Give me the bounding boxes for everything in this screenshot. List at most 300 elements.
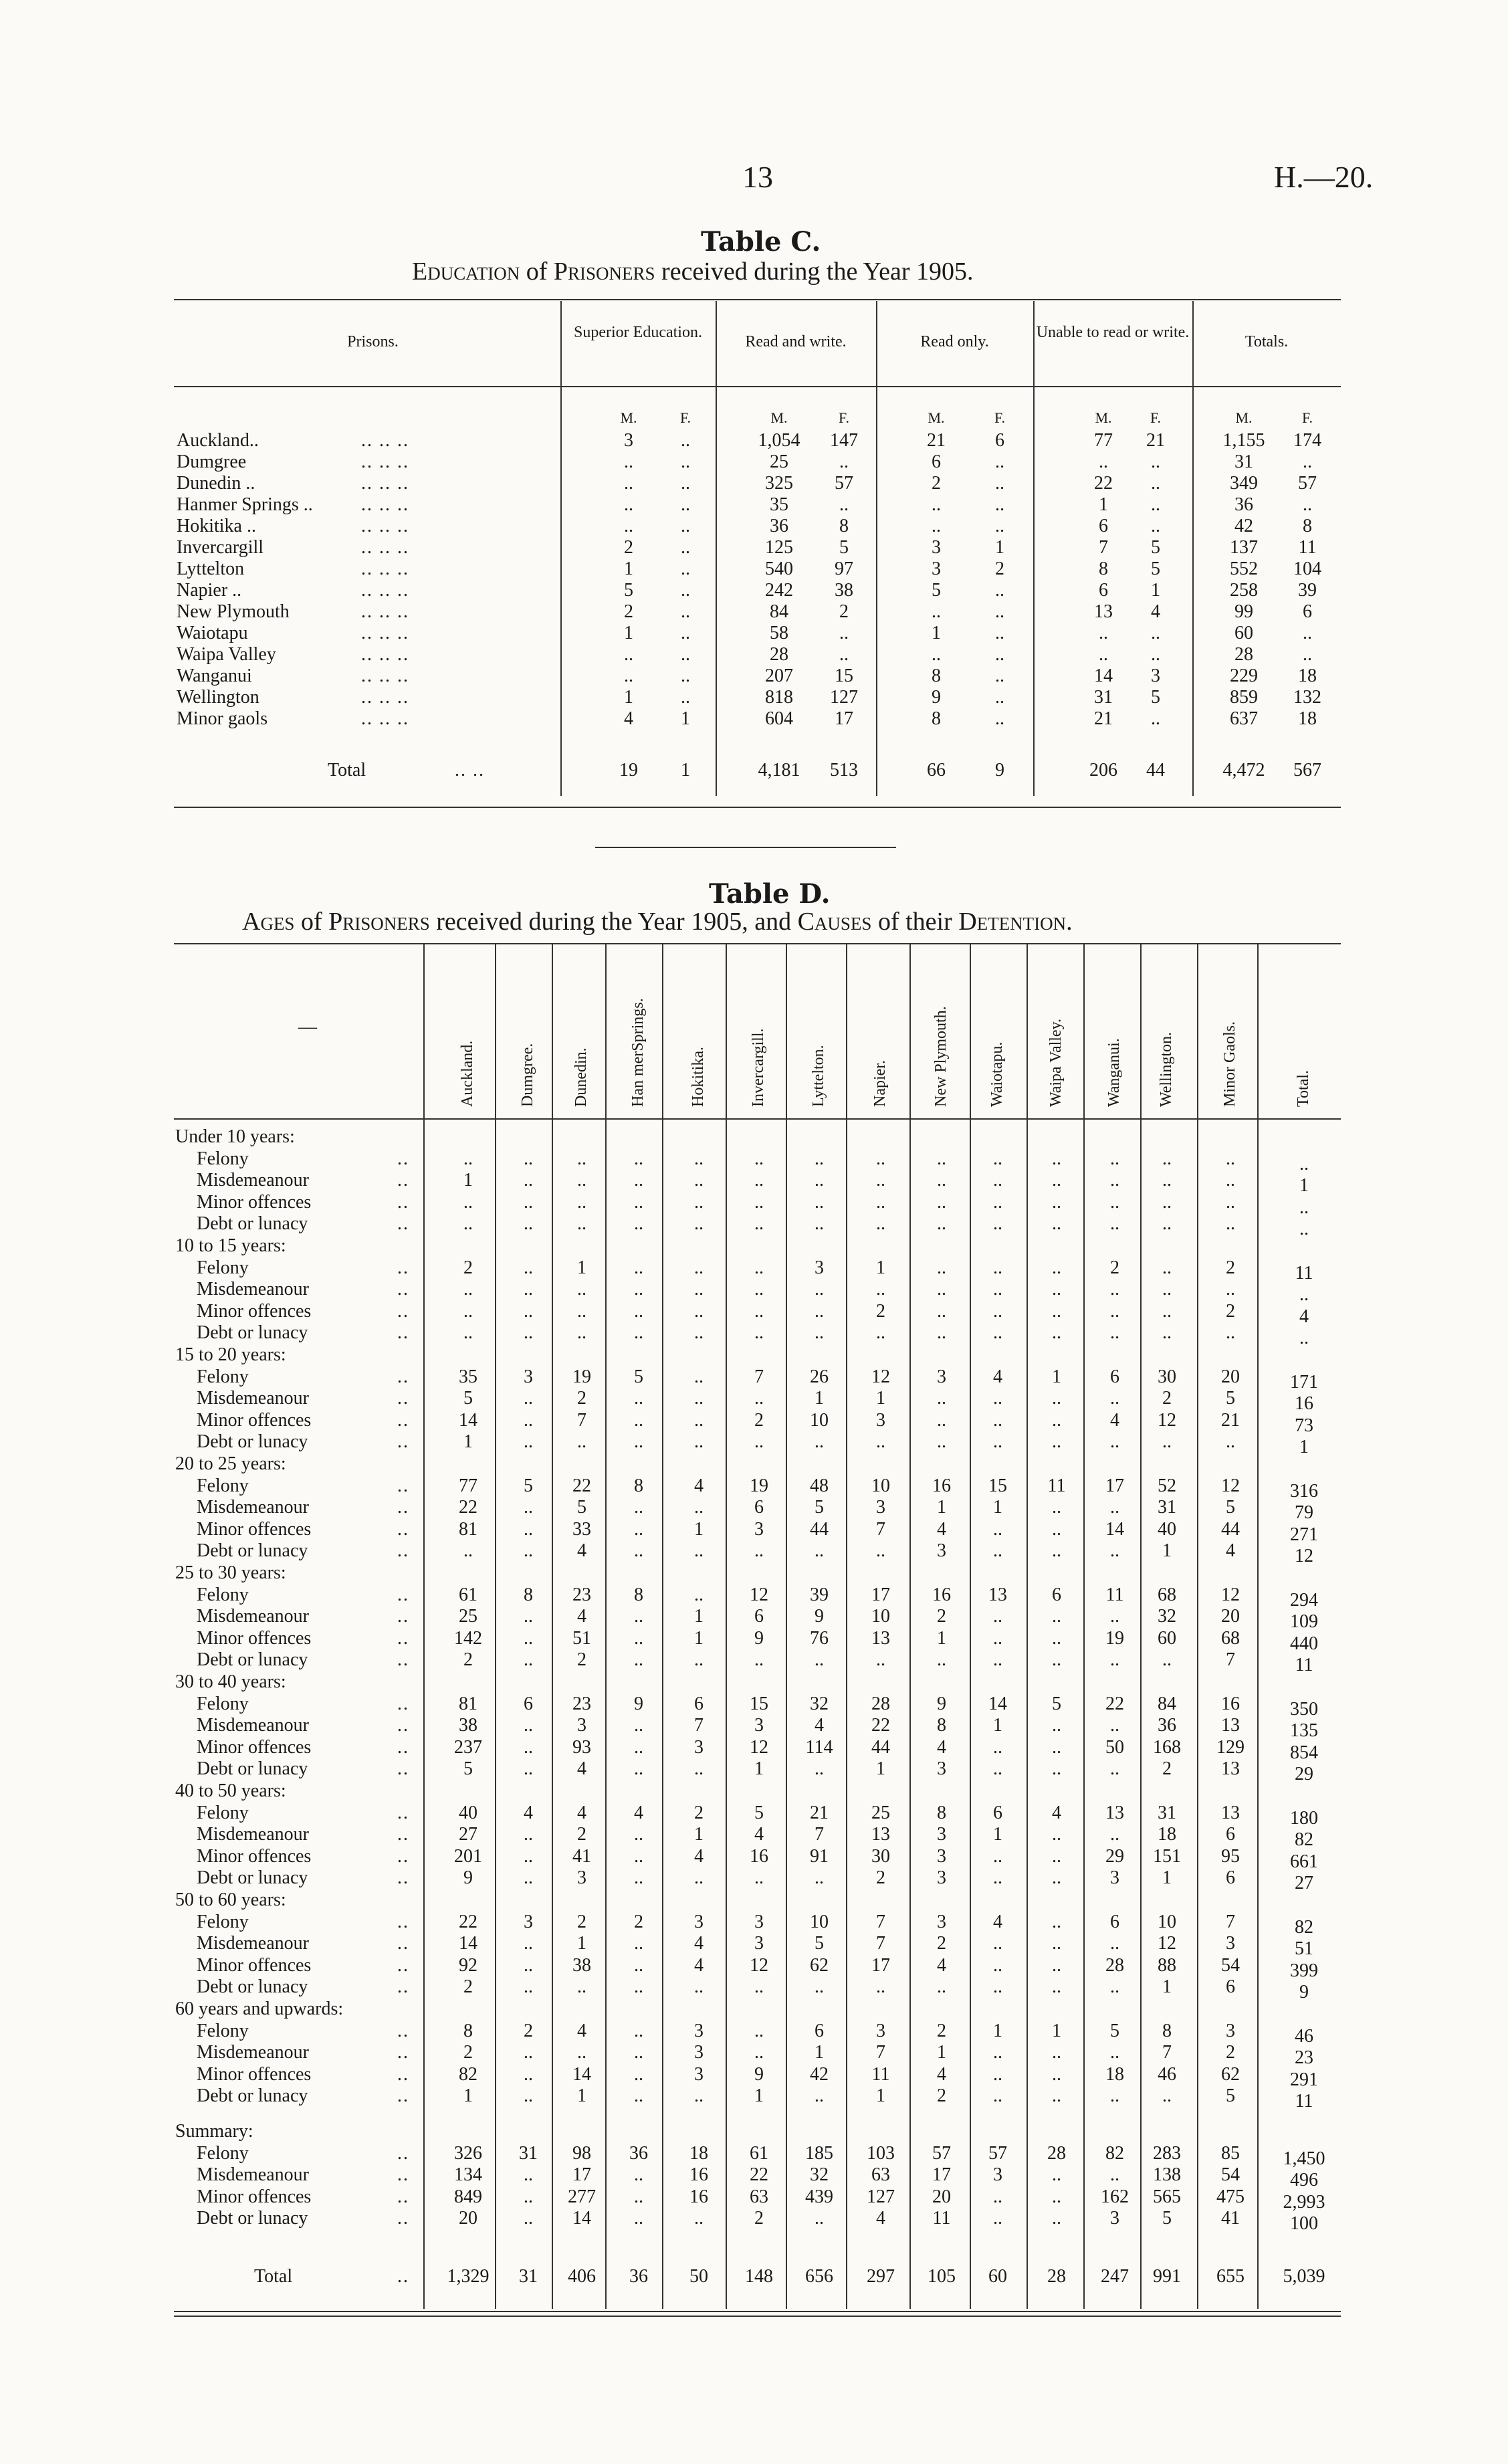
table-d-cell: 16 [689,2164,708,2186]
table-d-cell: 1 [1299,1437,1309,1458]
table-d-cell: 3 [937,1867,946,1889]
table-d-cell: 114 [805,1736,833,1758]
table-d-cell: 103 [867,2142,895,2164]
mf-header: M. [620,409,637,426]
table-d-cell: 3 [1110,2208,1119,2229]
table-d-cell: .. [577,1279,586,1300]
table-d-cell: 2 [1110,1257,1119,1278]
table-d-cell: .. [1226,1191,1235,1213]
table-d-cell: 32 [810,2164,829,2186]
table-d-cell: .. [463,1213,473,1235]
table-d-cell: 11 [1295,1262,1313,1284]
table-d-cell: .. [993,1170,1002,1191]
table-c-cell: .. [681,601,690,622]
table-d-cell: 440 [1290,1633,1318,1654]
table-d-cell: .. [694,1388,704,1409]
table-c-cell: 38 [835,580,853,601]
age-group-label: 30 to 40 years: [175,1671,286,1692]
table-d-cell: 20 [932,2186,951,2207]
table-c-cell: 137 [1230,537,1258,558]
table-d-cell: 2 [1162,1758,1172,1780]
table-d-cell: 51 [572,1627,591,1649]
table-d-cell: .. [993,1540,1002,1562]
table-d-cell: 57 [932,2142,951,2164]
table-d-cell: .. [1162,1191,1172,1213]
table-d-cell: 7 [815,1824,824,1845]
table-d-cell: .. [993,1300,1002,1322]
table-d-cell: .. [993,1148,1002,1169]
table-d-cell: 31 [1158,1802,1176,1823]
table-d-cell: .. [937,1322,946,1344]
table-c-cell: 28 [1234,644,1253,665]
table-d-cell: .. [1110,1933,1119,1954]
table-c-cell: 242 [765,580,793,601]
table-c-cell: 8 [932,665,941,686]
table-d-cell: .. [876,1170,885,1191]
table-d-total-cell: 1,329 [447,2266,490,2287]
table-d-cell: .. [937,1300,946,1322]
table-d-cell: 4 [937,2063,946,2085]
table-c-cell: .. [681,687,690,708]
table-c-cell: .. [681,665,690,686]
dot-leader: .. [397,1606,409,1627]
table-d-cell: .. [993,1758,1002,1780]
table-d-cell: .. [1110,1279,1119,1300]
dot-leader: .. [397,1693,409,1714]
table-d-cell: 93 [572,1736,591,1758]
table-d-cell: 2,993 [1283,2191,1325,2213]
table-d-cell: .. [694,1170,704,1191]
offence-label: Minor offences [197,1627,312,1649]
table-d-cell: 109 [1290,1611,1318,1633]
table-d-cell: .. [694,1431,704,1453]
table-d-cell: 22 [750,2164,768,2186]
table-d-cell: 14 [459,1409,477,1431]
table-c-cell: 104 [1293,558,1321,579]
table-d-cell: .. [815,2085,824,2107]
table-d-cell: 4 [577,1802,586,1823]
table-d-total-cell: 31 [519,2266,538,2287]
table-d-cell: .. [1052,1649,1061,1671]
table-d-cell: .. [694,1584,704,1605]
table-d-cell: 4 [694,1933,704,1954]
table-c-cell: 207 [765,665,793,686]
table-d-cell: .. [634,2164,643,2186]
table-c-cell: .. [839,644,849,665]
table-d-cell: 46 [1158,2063,1176,2085]
table-d-cell: 1 [876,2085,885,2107]
table-d-cell: .. [694,2085,704,2107]
table-d-cell: .. [993,1322,1002,1344]
table-d-cell: .. [876,1213,885,1235]
table-c-cell: 3 [932,537,941,558]
table-d-cell: 129 [1216,1736,1245,1758]
table-d-cell: 8 [634,1475,643,1496]
table-d-cell: 13 [988,1584,1007,1605]
table-c-cell: 5 [1151,687,1160,708]
table-d-cell: .. [694,1279,704,1300]
prison-name: Invercargill [177,537,264,558]
table-d-cell: 3 [937,1366,946,1387]
table-d-cell: .. [524,1933,533,1954]
table-c-cell: .. [995,708,1004,729]
table-d-cell: 92 [459,1954,477,1976]
table-d-cell: .. [1110,2085,1119,2107]
table-c-cell: 36 [770,516,788,536]
offence-label: Debt or lunacy [197,2085,308,2107]
table-c-cell: .. [681,537,690,558]
table-d-cell: 32 [810,1693,829,1714]
table-c-cell: 132 [1293,687,1321,708]
table-c-cell: 39 [1298,580,1317,601]
table-d-cell: .. [524,2085,533,2107]
table-d-cell: 3 [1226,1933,1235,1954]
table-d-cell: .. [1052,1627,1061,1649]
table-d-cell: 1 [993,2020,1002,2041]
table-d-cell: .. [876,1279,885,1300]
dot-leader: .. .. .. [361,473,409,494]
age-group-label: 15 to 20 years: [175,1344,286,1365]
table-c-cell: .. [624,644,633,665]
table-d-cell: 1 [694,1518,704,1540]
table-d-cell: 1 [815,2042,824,2063]
table-c-cell: 3 [1151,665,1160,686]
table-d-cell: .. [524,1497,533,1518]
mf-header: M. [1095,409,1112,426]
table-d-cell: .. [577,1148,586,1169]
table-c-cell: 3 [932,558,941,579]
table-d-cell: .. [524,1518,533,1540]
table-c-column-rule [560,301,562,796]
table-d-cell: .. [1110,1606,1119,1627]
table-d-cell: .. [1052,1911,1061,1932]
table-d-cell: 25 [459,1606,477,1627]
table-d-cell: 3 [876,1497,885,1518]
table-d-cell: 77 [459,1475,477,1496]
table-d-cell: 237 [454,1736,482,1758]
table-d-cell: .. [634,2186,643,2207]
table-d-cell: .. [694,1409,704,1431]
table-d-cell: 26 [810,1366,829,1387]
table-c-cell: 604 [765,708,793,729]
age-group-label: 25 to 30 years: [175,1562,286,1583]
table-d-cell: 50 [1105,1736,1124,1758]
table-d-cell: .. [634,1758,643,1780]
table-d-cell: .. [634,2208,643,2229]
table-d-cell: 52 [1158,1475,1176,1496]
table-d-cell: .. [524,1191,533,1213]
table-c-cell: .. [681,558,690,579]
table-d-cell: .. [1162,1279,1172,1300]
table-d-cell: 44 [1221,1518,1240,1540]
table-d-cell: 27 [1295,1873,1313,1894]
dot-leader: .. .. .. [361,644,409,665]
table-d-cell: 1 [463,1170,473,1191]
table-d-cell: 21 [810,1802,829,1823]
table-c-title: Table C. [701,226,821,258]
table-d-cell: .. [754,1148,764,1169]
table-d-cell: .. [524,1867,533,1889]
table-d-cell: .. [577,1213,586,1235]
table-d-cell: 19 [750,1475,768,1496]
table-d-cell: 3 [993,2164,1002,2186]
table-d-cell: 3 [754,1518,764,1540]
table-c-cell: 21 [927,430,946,451]
table-d-cell: .. [754,1388,764,1409]
table-d-cell: 12 [750,1954,768,1976]
mf-header: F. [1150,409,1161,426]
table-c-cell: 6 [1099,580,1108,601]
table-d-cell: .. [1052,1257,1061,1278]
table-c-cell: 147 [830,430,858,451]
table-d-cell: 4 [1052,1802,1061,1823]
table-d-cell: 1 [694,1627,704,1649]
table-d-cell: .. [876,1431,885,1453]
table-d-cell: .. [876,1540,885,1562]
total-label: Total [254,2266,293,2287]
table-d-cell: .. [463,1279,473,1300]
offence-label: Misdemeanour [197,1824,309,1845]
table-d-cell: 4 [694,1845,704,1867]
table-d-cell: .. [694,1497,704,1518]
table-c-cell: .. [995,687,1004,708]
offence-label: Debt or lunacy [197,1540,308,1562]
table-d-total-cell: 655 [1216,2266,1245,2287]
table-d-cell: .. [876,1322,885,1344]
table-d-cell: .. [524,1954,533,1976]
table-d-cell: .. [634,1954,643,1976]
table-d-cell: 60 [1158,1627,1176,1649]
table-d-cell: .. [524,1322,533,1344]
table-d-cell: .. [524,1257,533,1278]
table-d-total-cell: 36 [629,2266,648,2287]
column-header-rotated: Total. [1295,1070,1312,1107]
table-c-cell: 8 [932,708,941,729]
table-c-cell: .. [681,580,690,601]
table-d-cell: 62 [810,1954,829,1976]
table-c-cell: 2 [932,473,941,494]
table-c-cell: .. [624,665,633,686]
offence-label: Minor offences [197,1409,312,1431]
table-d-cell: 2 [463,2042,473,2063]
table-d-cell: .. [1110,1497,1119,1518]
table-c-cell: 325 [765,473,793,494]
table-d-cell: .. [524,1409,533,1431]
table-c-cell: 5 [624,580,633,601]
dot-leader: .. [397,2020,409,2041]
table-d-cell: .. [1226,1213,1235,1235]
table-c-cell: .. [995,623,1004,643]
mf-header: M. [1235,409,1253,426]
table-d-cell: .. [1052,2208,1061,2229]
offence-label: Debt or lunacy [197,1431,308,1453]
table-d-cell: 1 [1162,1976,1172,1998]
table-d-cell: 283 [1153,2142,1181,2164]
table-d-cell: 44 [871,1736,890,1758]
table-d-cell: 4 [524,1802,533,1823]
table-d-cell: .. [1162,1213,1172,1235]
mf-header: M. [928,409,945,426]
table-d-cell: .. [1162,1257,1172,1278]
table-d-cell: .. [815,1148,824,1169]
table-d-cell: 8 [937,1802,946,1823]
table-d-cell: .. [524,1824,533,1845]
table-c-cell: .. [839,451,849,472]
table-d-cell: .. [524,1279,533,1300]
dot-leader: .. .. .. [361,665,409,686]
table-d-cell: 2 [937,1933,946,1954]
table-c-total-cell: 66 [927,760,946,781]
table-d-cell: 8 [937,1715,946,1736]
prison-name: Wellington [177,687,259,708]
table-c-cell: .. [624,451,633,472]
table-c-cell: 60 [1234,623,1253,643]
dot-leader: .. .. .. [361,494,409,515]
table-d-cell: 2 [1162,1388,1172,1409]
table-d-cell: .. [1162,1300,1172,1322]
table-d-cell: 14 [572,2208,591,2229]
table-d-cell: 14 [459,1933,477,1954]
table-d-cell: 151 [1153,1845,1181,1867]
table-d-cell: .. [993,1606,1002,1627]
dot-leader: .. [397,1518,409,1540]
age-group-label: Under 10 years: [175,1126,295,1147]
table-d-cell: .. [634,1300,643,1322]
table-d-cell: 31 [1158,1497,1176,1518]
table-d-cell: 4 [634,1802,643,1823]
table-c-cell: 6 [1099,516,1108,536]
table-c-cell: 99 [1234,601,1253,622]
table-c-cell: .. [995,601,1004,622]
prison-name: Auckland.. [177,430,259,451]
column-header-rotated: New Plymouth. [932,1006,950,1107]
table-d-cell: 4 [993,1366,1002,1387]
table-d-cell: .. [634,1606,643,1627]
table-d-cell: 277 [568,2186,596,2207]
table-d-cell: 82 [1295,1916,1313,1938]
table-d-cell: .. [1052,1431,1061,1453]
table-d-cell: 79 [1295,1502,1313,1524]
table-d-cell: .. [1110,1824,1119,1845]
table-d-cell: 565 [1153,2186,1181,2207]
table-d-cell: 18 [1158,1824,1176,1845]
table-d-cell: .. [1052,1954,1061,1976]
offence-label: Minor offences [197,1300,312,1322]
table-c-cell: 25 [770,451,788,472]
table-d-cell: 3 [577,1715,586,1736]
dot-leader: .. [397,1824,409,1845]
table-d-cell: .. [694,1649,704,1671]
table-d-cell: .. [634,1845,643,1867]
table-d-cell: 68 [1221,1627,1240,1649]
table-d-cell: 1 [876,1758,885,1780]
table-d-cell: 13 [871,1627,890,1649]
column-header-totals: Totals. [1245,333,1289,350]
table-d-cell: .. [876,1649,885,1671]
table-d-cell: 1 [1052,2020,1061,2041]
table-d-cell: 2 [577,1911,586,1932]
table-d-cell: 22 [459,1911,477,1932]
table-d-cell: 185 [805,2142,833,2164]
table-d-cell: 1 [463,2085,473,2107]
dot-leader: .. .. .. [361,708,409,729]
offence-label: Felony [197,1148,249,1169]
table-d-cell: .. [577,1976,586,1998]
table-d-cell: .. [463,1300,473,1322]
table-d-cell: .. [1052,1148,1061,1169]
table-d-total-cell: 247 [1101,2266,1129,2287]
dot-leader: .. [397,1867,409,1889]
table-d-cell: 1 [993,1715,1002,1736]
table-d-cell: 29 [1295,1764,1313,1785]
table-c-cell: .. [932,644,941,665]
age-group-label: 60 years and upwards: [175,1998,344,2019]
table-d-cell: 11 [1295,1655,1313,1676]
table-d-cell: 12 [1221,1584,1240,1605]
table-d-cell: 18 [1105,2063,1124,2085]
table-c-cell: 2 [839,601,849,622]
table-c-total-cell: 9 [995,760,1004,781]
table-d-cell: .. [876,1148,885,1169]
table-d-cell: .. [524,2042,533,2063]
table-d-cell: .. [815,1431,824,1453]
table-d-cell: .. [937,1649,946,1671]
column-header-read_only: Read only. [920,333,989,350]
table-c-cell: 22 [1094,473,1113,494]
column-header-rotated: Hokitika. [689,1047,707,1107]
table-c-cell: 552 [1230,558,1258,579]
table-d-cell: .. [754,1170,764,1191]
table-d-cell: .. [754,2042,764,2063]
dot-leader: .. [397,1191,409,1213]
table-d-cell: 6 [993,1802,1002,1823]
table-d-cell: .. [815,1649,824,1671]
table-d-cell: 4 [815,1715,824,1736]
dot-leader: .. [397,2063,409,2085]
table-d-cell: 2 [463,1257,473,1278]
table-d-cell: 1 [937,1497,946,1518]
table-d-cell: .. [634,2042,643,2063]
table-d-cell: .. [754,1540,764,1562]
table-c-cell: 5 [1151,537,1160,558]
table-c-cell: 5 [839,537,849,558]
offence-label: Misdemeanour [197,1388,309,1409]
table-d-column-rule [1197,944,1198,2309]
table-d-cell: 3 [694,2063,704,2085]
table-d-cell: 3 [815,1257,824,1278]
table-d-cell: 2 [1226,1257,1235,1278]
table-c-cell: .. [681,644,690,665]
table-d-cell: 12 [871,1366,890,1387]
table-d-cell: .. [634,1322,643,1344]
table-c-cell: 1 [1151,580,1160,601]
table-d-cell: 2 [694,1802,704,1823]
table-d-cell: .. [694,1148,704,1169]
table-d-cell: .. [937,1213,946,1235]
table-d-cell: 82 [459,2063,477,2085]
table-d-cell: .. [993,1954,1002,1976]
table-d-cell: 14 [988,1693,1007,1714]
table-d-cell: 9 [754,2063,764,2085]
table-d-cell: 2 [463,1976,473,1998]
column-header-rotated: Invercargill. [750,1028,767,1107]
table-d-cell: 1,450 [1283,2148,1325,2169]
table-d-cell: 6 [1226,1976,1235,1998]
table-d-cell: .. [1052,1388,1061,1409]
table-c-cell: 1 [624,623,633,643]
prison-name: Minor gaols [177,708,268,729]
table-d-cell: 2 [876,1300,885,1322]
